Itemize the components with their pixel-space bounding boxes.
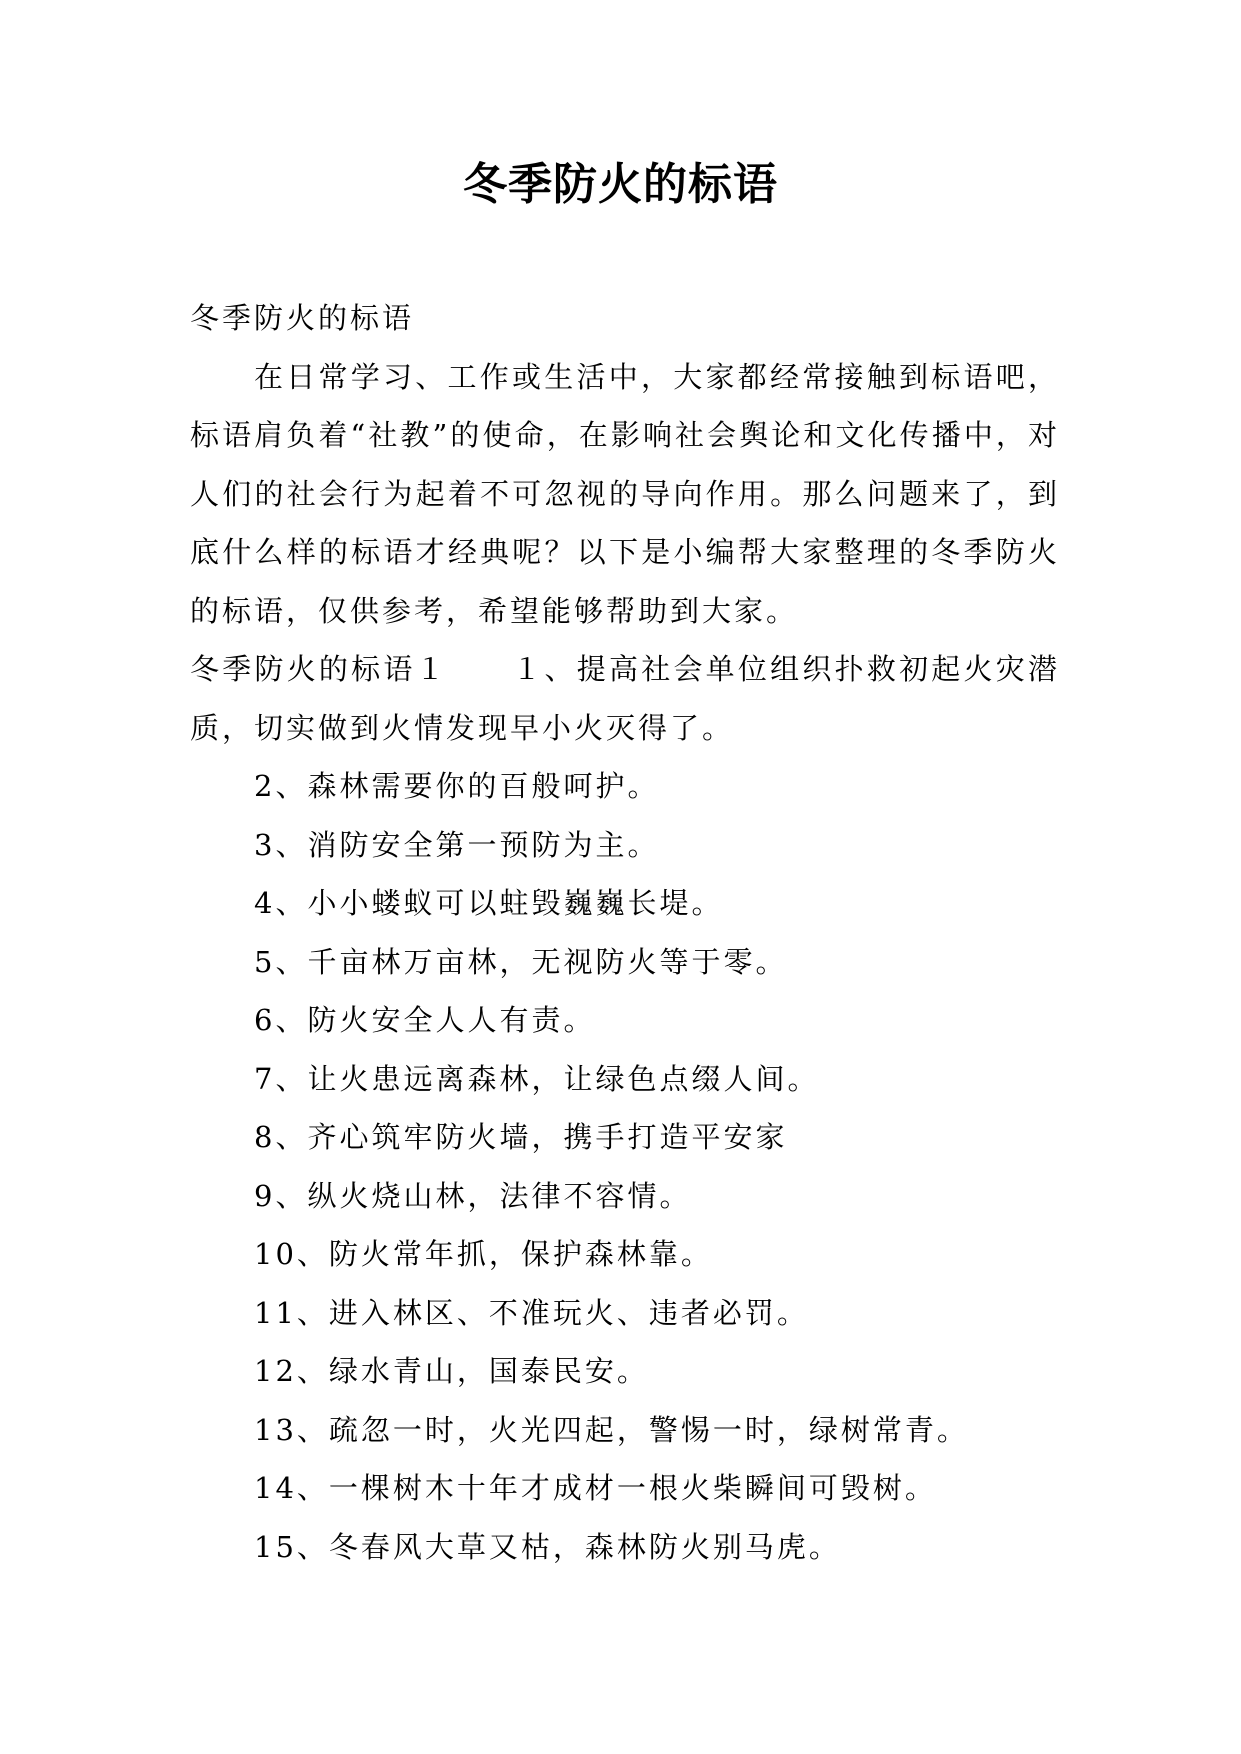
section-heading-paragraph: 冬季防火的标语１ １、提高社会单位组织扑救初起火灾潜质，切实做到火情发现早小火灭得了。	[190, 652, 1060, 745]
slogan-item: 9、纵火烧山林，法律不容情。	[254, 1178, 692, 1213]
intro-paragraph: 在日常学习、工作或生活中，大家都经常接触到标语吧，标语肩负着“社教”的使命，在影响社会舆论和文化传播中，对人们的社会行为起着不可忽视的导向作用。那么问题来了，到底什么样的标语才经典呢？以下是小编帮大家整理的冬季防火的标语，仅供参考，希望能够帮助到大家。	[190, 359, 1060, 628]
slogan-item: 12、绿水青山，国泰民安。	[254, 1354, 649, 1388]
slogan-item: 11、进入林区、不准玩火、违者必罚。	[254, 1295, 809, 1330]
slogan-item: 14、一棵树木十年才成材一根火柴瞬间可毁树。	[254, 1471, 937, 1505]
slogan-item: 2、森林需要你的百般呵护。	[254, 769, 660, 803]
subtitle-line: 冬季防火的标语	[190, 301, 415, 335]
slogan-item: 13、疏忽一时，火光四起，警惕一时，绿树常青。	[254, 1412, 969, 1447]
slogan-item: 10、防火常年抓，保护森林靠。	[254, 1237, 713, 1271]
slogan-item: 5、千亩林万亩林，无视防火等于零。	[254, 944, 788, 979]
document-body	[190, 289, 1060, 1576]
slogan-item: 6、防火安全人人有责。	[254, 1003, 596, 1037]
slogan-item: 3、消防安全第一预防为主。	[254, 827, 660, 862]
slogan-item: 8、齐心筑牢防火墙，携手打造平安家	[254, 1120, 788, 1154]
document-title: 冬季防火的标语	[463, 159, 778, 210]
slogan-item: 4、小小蝼蚁可以蛀毁巍巍长堤。	[254, 886, 724, 920]
slogan-item: 15、冬春风大草又枯，森林防火别马虎。	[254, 1529, 841, 1564]
slogan-item: 7、让火患远离森林，让绿色点缀人间。	[254, 1061, 820, 1096]
